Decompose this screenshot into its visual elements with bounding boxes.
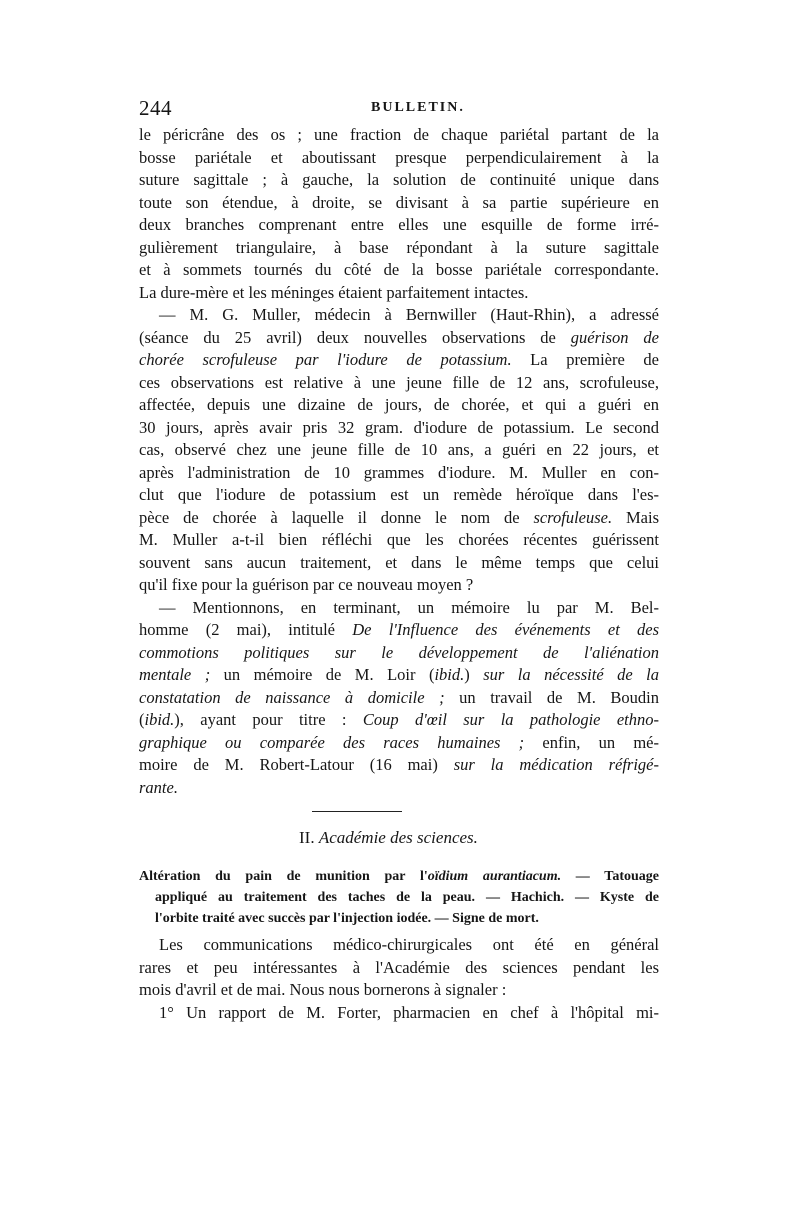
section-summary bbox=[139, 866, 659, 929]
text-line: (ibid.), ayant pour titre : Coup d'œil sur la pathologie ethno- bbox=[139, 710, 659, 729]
text-line: clut que l'iodure de potassium est un remède héroïque dans l'es- bbox=[139, 485, 659, 504]
summary-line: Altération du pain de munition par l'oïdium aurantiacum. — Tatouage bbox=[139, 869, 659, 884]
text-line: deux branches comprenant entre elles une esquille de forme irré- bbox=[139, 215, 659, 234]
text-line: Les communications médico-chirurgicales ont été en général bbox=[159, 935, 659, 954]
text-line: graphique ou comparée des races humaines ; enfin, un mé- bbox=[139, 732, 660, 752]
summary-line: appliqué au traitement des taches de la peau. — Hachich. — Kyste de bbox=[155, 890, 659, 905]
text-line: affectée, depuis une dizaine de jours, de chorée, et qui a guéri en bbox=[139, 395, 659, 414]
text-line: M. Muller a-t-il bien réfléchi que les chorées récentes guérissent bbox=[139, 530, 659, 549]
text-line: et à sommets tournés du côté de la bosse pariétale correspondante. bbox=[139, 260, 659, 279]
text-line: rante. bbox=[139, 777, 178, 797]
text-line: souvent sans aucun traitement, et dans le même temps que celui bbox=[139, 552, 659, 572]
text-line: commotions politiques sur le développement de l'aliénation bbox=[139, 642, 659, 662]
text-line: pèce de chorée à laquelle il donne le nom de scrofuleuse. Mais bbox=[139, 507, 659, 527]
text-line: chorée scrofuleuse par l'iodure de potassium. La première de bbox=[139, 350, 659, 369]
page-number: 244 bbox=[139, 96, 172, 120]
text-line: qu'il fixe pour la guérison par ce nouveau moyen ? bbox=[139, 575, 474, 594]
text-line: après l'administration de 10 grammes d'iodure. M. Muller en con- bbox=[139, 462, 659, 482]
text-line: — M. G. Muller, médecin à Bernwiller (Haut-Rhin), a adressé bbox=[159, 305, 659, 324]
text-line: ces observations est relative à une jeune fille de 12 ans, scrofuleuse, bbox=[139, 372, 659, 392]
text-line: toute son étendue, à droite, se divisant à sa partie supérieure en bbox=[139, 192, 659, 212]
body-text-section-2 bbox=[139, 934, 659, 1024]
text-line: moire de M. Robert-Latour (16 mai) sur la médication réfrigé- bbox=[139, 755, 659, 774]
text-line: mentale ; un mémoire de M. Loir (ibid.) sur la nécessité de la bbox=[139, 665, 659, 684]
text-line: La dure-mère et les méninges étaient parfaitement intactes. bbox=[139, 282, 529, 302]
section-divider bbox=[312, 811, 402, 812]
text-line: bosse pariétale et aboutissant presque perpendiculairement à la bbox=[139, 147, 659, 167]
body-text bbox=[139, 124, 659, 799]
text-line: 30 jours, après avair pris 32 gram. d'iodure de potassium. Le second bbox=[139, 417, 659, 437]
text-line: gulièrement triangulaire, à base répondant à la suture sagittale bbox=[139, 237, 659, 257]
text-line: mois d'avril et de mai. Nous nous bornerons à signaler : bbox=[139, 980, 507, 999]
text-line: le péricrâne des os ; une fraction de chaque pariétal partant de la bbox=[139, 125, 659, 144]
text-line: (séance du 25 avril) deux nouvelles observations de guérison de bbox=[139, 327, 659, 347]
page-header bbox=[139, 96, 659, 126]
text-line: rares et peu intéressantes à l'Académie des sciences pendant les bbox=[139, 957, 659, 977]
text-line: cas, observé chez une jeune fille de 10 ans, a guéri en 22 jours, et bbox=[139, 440, 659, 459]
text-line: suture sagittale ; à gauche, la solution de continuité unique dans bbox=[139, 170, 659, 189]
text-line: homme (2 mai), intitulé De l'Influence des événements et des bbox=[139, 620, 660, 639]
section-heading: II. Académie des sciences. bbox=[299, 828, 478, 847]
text-line: — Mentionnons, en terminant, un mémoire lu par M. Bel- bbox=[159, 597, 659, 617]
running-head: BULLETIN. bbox=[371, 100, 465, 115]
text-line: constatation de naissance à domicile ; un travail de M. Boudin bbox=[139, 687, 659, 707]
summary-line: l'orbite traité avec succès par l'injection iodée. — Signe de mort. bbox=[155, 911, 539, 926]
text-line: 1° Un rapport de M. Forter, pharmacien en chef à l'hôpital mi- bbox=[159, 1002, 659, 1022]
